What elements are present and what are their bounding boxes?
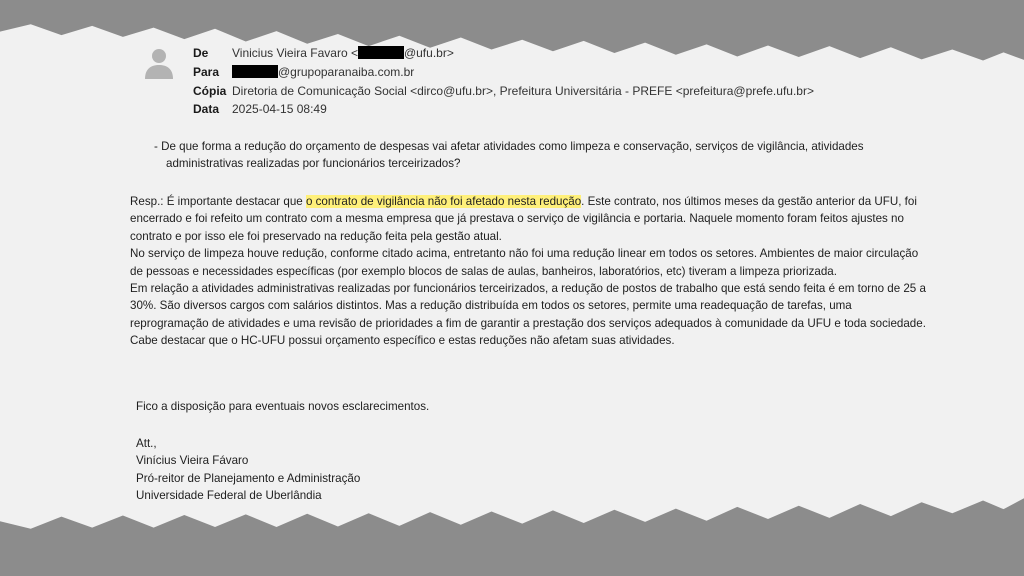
question-line-1: - De que forma a redução do orçamento de despesas vai afetar atividades como limpeza e conservação, serviços de vigilância, atividades xyxy=(154,140,864,153)
user-avatar-icon xyxy=(142,46,176,80)
signature-name: Vinícius Vieira Fávaro xyxy=(136,454,249,467)
answer-line-2: encerrado e foi refeito um contrato com a mesma empresa que já prestava o serviço de vigilância e portaria. Naquele momento foram feitos ajustes no xyxy=(130,212,904,225)
to-value xyxy=(232,65,414,79)
answer-line-3: contrato e por isso ele foi preservado na redução feita pela gestão atual. xyxy=(130,230,502,243)
signoff: Att., xyxy=(136,437,157,450)
answer-line-1 xyxy=(130,193,917,210)
highlighted-text: o contrato de vigilância não foi afetado nesta redução xyxy=(305,195,582,208)
cc-value: Diretoria de Comunicação Social <dirco@ufu.br>, Prefeitura Universitária - PREFE <prefeitura@prefe.ufu.br> xyxy=(232,84,814,98)
answer-line-6: Em relação a atividades administrativas realizadas por funcionários terceirizados, a redução de postos de trabalho que está sendo feita é em torno de 25 a xyxy=(130,282,926,295)
signature-org: Universidade Federal de Uberlândia xyxy=(136,489,322,502)
answer-line-5: de pessoas e necessidades específicas (por exemplo blocos de salas de aulas, banheiros, laboratórios, etc) tiveram a limpeza priorizada. xyxy=(130,265,837,278)
availability-note: Fico a disposição para eventuais novos esclarecimentos. xyxy=(136,400,430,413)
answer-line-8: reprogramação de atividades e uma revisão de prioridades a fim de garantir a prestação dos serviços adequados à comunidade da UFU e toda sociedade. xyxy=(130,317,926,330)
redaction-bar xyxy=(232,65,278,78)
from-domain: @ufu.br> xyxy=(403,46,454,60)
date-label: Data xyxy=(193,102,220,116)
from-name: Vinicius Vieira Favaro < xyxy=(232,46,358,60)
date-value: 2025-04-15 08:49 xyxy=(232,102,327,116)
from-value xyxy=(232,46,454,60)
signature-role: Pró-reitor de Planejamento e Administração xyxy=(136,472,361,485)
cc-label: Cópia xyxy=(193,84,227,98)
answer-prefix: Resp.: É importante destacar que xyxy=(130,195,306,208)
to-domain: @grupoparanaiba.com.br xyxy=(278,65,415,79)
answer-line-9: Cabe destacar que o HC-UFU possui orçamento específico e estas reduções não afetam suas atividades. xyxy=(130,334,675,347)
answer-line-1-rest: . Este contrato, nos últimos meses da gestão anterior da UFU, foi xyxy=(581,195,917,208)
to-label: Para xyxy=(193,65,220,79)
question-line-2: administrativas realizadas por funcionários terceirizados? xyxy=(166,157,461,170)
answer-line-4: No serviço de limpeza houve redução, conforme citado acima, entretanto não foi uma redução linear em todos os setores. Ambientes de maior circulação xyxy=(130,247,919,260)
from-label: De xyxy=(193,46,209,60)
redaction-bar xyxy=(358,46,404,59)
answer-line-7: 30%. São diversos cargos com salários distintos. Mas a redução distribuída em todos os setores, permite uma readequação de tarefas, uma xyxy=(130,299,852,312)
